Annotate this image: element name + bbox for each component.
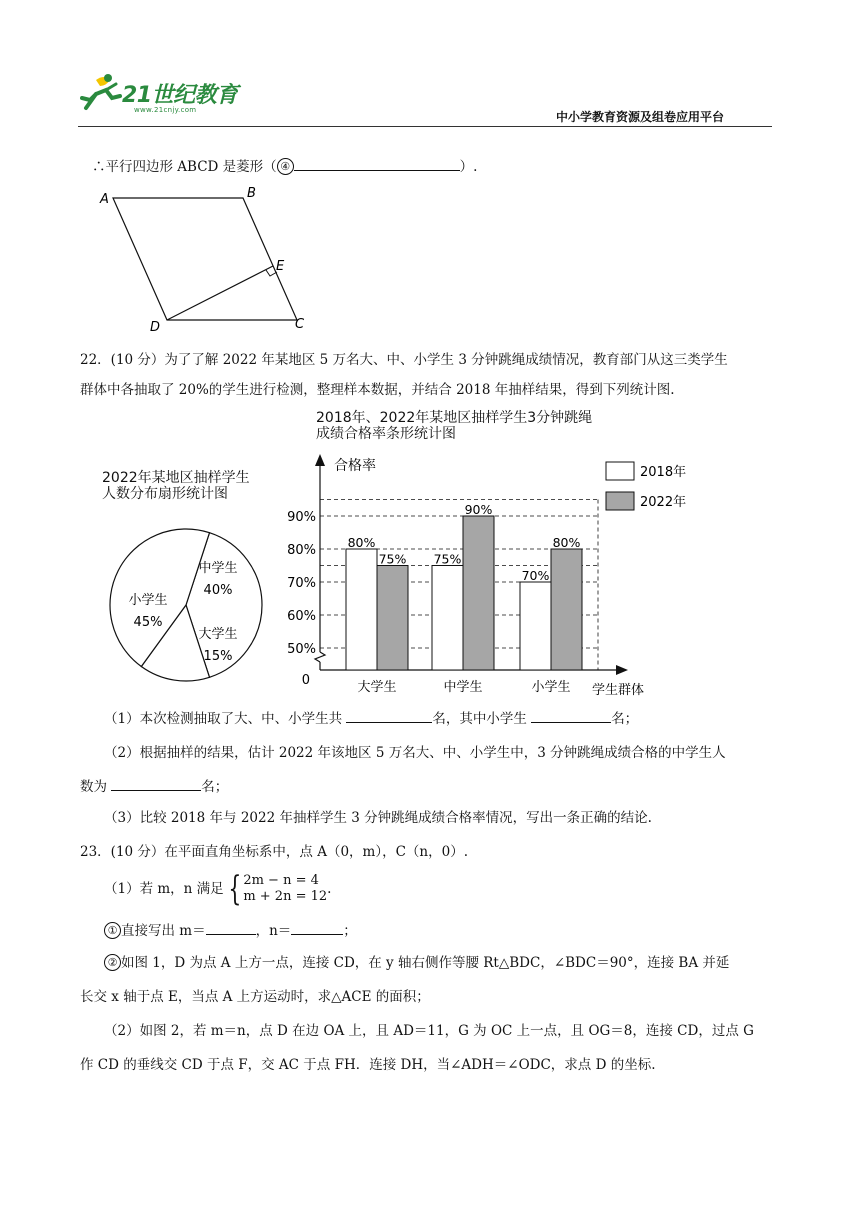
bar-value-label: 80% (347, 535, 376, 550)
q23-sub1-text-a: 直接写出 m＝ (121, 923, 206, 939)
m-value-blank[interactable] (206, 920, 256, 935)
x-axis-arrow (616, 665, 628, 675)
q22-part2-line2 (80, 776, 228, 797)
q23-sub2-line1 (104, 953, 729, 973)
q23-sub1 (104, 920, 357, 941)
q23-part1 (104, 869, 332, 912)
q23-intro: 23．(10 分）在平面直角坐标系中，点 A（0，m），C（n，0）. (80, 844, 468, 860)
q23-sub2-text: 如图 1，D 为点 A 上方一点，连接 CD，在 y 轴右侧作等腰 Rt△BDC，∠BDC＝90°，连接 BA 并延 (121, 955, 730, 971)
q23-sub1-text-c: ； (343, 923, 357, 939)
q23-part2-line1: （2）如图 2，若 m＝n，点 D 在边 OA 上，且 AD＝11，G 为 OC 上一点，且 OG＝8，连接 CD，过点 G (104, 1023, 754, 1039)
q23-part1-end: . (327, 881, 332, 897)
y-tick-label: 50% (287, 642, 316, 657)
q23-part2-line2: 作 CD 的垂线交 CD 于点 F，交 AC 于点 FH．连接 DH，当∠ADH＝∠ODC，求点 D 的坐标. (80, 1057, 656, 1073)
q22-part1-text-c: 名； (611, 711, 639, 727)
equation-2: m + 2n = 12 (243, 889, 328, 904)
bar-value-label: 75% (433, 551, 462, 567)
step-number-circle: ① (104, 922, 121, 939)
q23-sub1-text-b: ，n＝ (255, 923, 292, 939)
header-divider (78, 126, 772, 127)
pie-chart (100, 520, 280, 690)
x-axis-label: 学生群体 (592, 683, 645, 698)
q21-end: ）. (459, 159, 478, 175)
legend-swatch (606, 492, 634, 510)
equation-1: 2m − n = 4 (243, 873, 319, 888)
logo-url: www.21cnjy.com (134, 106, 197, 114)
bar-chart-title-line1: 2018年、2022年某地区抽样学生3分钟跳绳 (316, 410, 593, 426)
q21-conclusion (92, 156, 477, 177)
x-tick-label: 大学生 (357, 680, 397, 695)
n-value-blank[interactable] (291, 920, 343, 935)
origin-label: 0 (301, 673, 310, 688)
bar-0-1 (432, 566, 463, 671)
pie-chart-title-line2: 人数分布扇形统计图 (102, 486, 228, 502)
x-tick-label: 小学生 (531, 680, 571, 695)
pie-chart-title-line1: 2022年某地区抽样学生 (102, 470, 250, 486)
answer-blank[interactable] (294, 156, 460, 171)
q22-part1 (104, 708, 638, 729)
q22-intro-line1: 22．(10 分）为了了解 2022 年某地区 5 万名大、中、小学生 3 分钟跳绳成绩情况，教育部门从这三类学生 (80, 352, 728, 368)
legend-label: 2022年 (640, 495, 687, 510)
bar-chart-title (316, 410, 592, 442)
bar-0-0 (346, 549, 377, 670)
pie-category-label: 中学生 (198, 561, 238, 576)
equation-brace: { (228, 869, 241, 909)
step-number-circle: ④ (277, 158, 294, 175)
bar-1-0 (377, 566, 408, 671)
platform-name: 中小学教育资源及组卷应用平台 (556, 110, 725, 124)
bar-0-2 (520, 582, 551, 670)
label-C: C (295, 317, 305, 332)
equation-system (243, 873, 327, 905)
q23-sub2-line2: 长交 x 轴于点 E，当点 A 上方运动时，求△ACE 的面积； (80, 989, 430, 1005)
total-students-blank[interactable] (346, 708, 432, 723)
q22-part2-line1: （2）根据抽样的结果，估计 2022 年该地区 5 万名大、中、小学生中，3 分钟跳绳成绩合格的中学生人 (104, 745, 726, 761)
pie-chart-title (102, 470, 250, 502)
legend-swatch (606, 462, 634, 480)
bar-1-2 (551, 549, 582, 670)
q22-part3: （3）比较 2018 年与 2022 年抽样学生 3 分钟跳绳成绩合格率情况，写出一条正确的结论. (104, 810, 652, 826)
label-B: B (247, 186, 256, 201)
bar-value-label: 75% (378, 551, 407, 567)
y-tick-label: 90% (287, 510, 316, 525)
header-logo (78, 70, 258, 120)
q22-part2-text-a: 数为 (80, 779, 107, 795)
bar-chart (270, 440, 687, 700)
bar-1-1 (463, 516, 494, 670)
qualified-middle-blank[interactable] (111, 776, 201, 791)
step-number-circle: ② (104, 954, 121, 971)
y-axis-label: 合格率 (334, 458, 376, 474)
legend-label: 2018年 (640, 465, 687, 480)
pie-category-label: 大学生 (198, 627, 238, 642)
y-tick-label: 80% (287, 543, 316, 558)
bar-value-label: 70% (521, 568, 550, 583)
q22-part1-text-b: 名，其中小学生 (432, 711, 527, 727)
pie-value-label: 15% (203, 649, 233, 664)
primary-students-blank[interactable] (531, 708, 611, 723)
label-A: A (100, 192, 109, 207)
bar-chart-title-line2: 成绩合格率条形统计图 (316, 426, 456, 442)
runner-logo-icon (78, 70, 124, 114)
logo-text: 21世纪教育 (122, 83, 238, 108)
rhombus-figure (95, 182, 320, 334)
label-D: D (150, 320, 161, 335)
q23-part1-text: （1）若 m，n 满足 (104, 881, 224, 897)
x-tick-label: 中学生 (443, 680, 483, 695)
q22-intro-line2: 群体中各抽取了 20%的学生进行检测，整理样本数据，并结合 2018 年抽样结果，得到下列统计图. (80, 382, 675, 398)
label-E: E (276, 259, 285, 274)
q22-part1-text-a: （1）本次检测抽取了大、中、小学生共 (104, 711, 343, 727)
y-axis-arrow (315, 454, 325, 466)
bar-value-label: 90% (464, 502, 493, 517)
pie-category-label: 小学生 (128, 593, 168, 608)
pie-value-label: 45% (133, 615, 163, 630)
q22-part2-text-b: 名； (201, 779, 229, 795)
pie-value-label: 40% (203, 583, 233, 598)
bar-value-label: 80% (552, 535, 581, 550)
y-tick-label: 60% (287, 609, 316, 624)
axis-break (315, 652, 325, 662)
q21-text: ∴平行四边形 ABCD 是菱形（ (92, 159, 277, 175)
y-tick-label: 70% (287, 576, 316, 591)
